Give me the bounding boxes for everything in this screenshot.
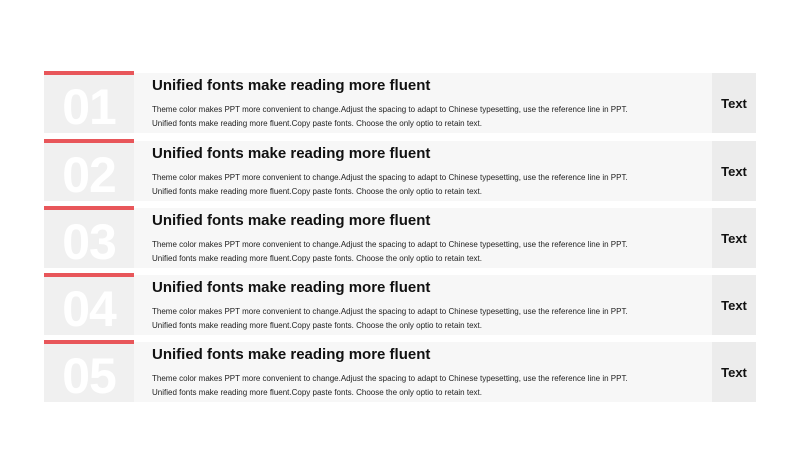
number-block <box>44 340 134 402</box>
description-line-1: Theme color makes PPT more convenient to change.Adjust the spacing to adapt to Chinese typesetting, use the reference line in PPT. <box>152 173 628 182</box>
number-block <box>44 206 134 268</box>
description-line-1: Theme color makes PPT more convenient to change.Adjust the spacing to adapt to Chinese typesetting, use the reference line in PPT. <box>152 240 628 249</box>
item-title: Unified fonts make reading more fluent <box>152 279 431 296</box>
item-tag-label: Text <box>721 95 747 111</box>
item-tag <box>712 208 756 268</box>
item-tag <box>712 275 756 335</box>
description-line-1: Theme color makes PPT more convenient to change.Adjust the spacing to adapt to Chinese typesetting, use the reference line in PPT. <box>152 307 628 316</box>
item-number: 02 <box>62 147 116 201</box>
accent-bar <box>44 71 134 75</box>
number-block <box>44 273 134 335</box>
list-item-5 <box>44 340 756 402</box>
item-content <box>134 141 712 201</box>
description-line-2: Unified fonts make reading more fluent.Copy paste fonts. Choose the only optio to retain text. <box>152 388 482 397</box>
item-description <box>152 305 708 333</box>
description-line-2: Unified fonts make reading more fluent.Copy paste fonts. Choose the only optio to retain text. <box>152 187 482 196</box>
list-item-4 <box>44 273 756 335</box>
description-line-1: Theme color makes PPT more convenient to change.Adjust the spacing to adapt to Chinese typesetting, use the reference line in PPT. <box>152 374 628 383</box>
item-tag-label: Text <box>721 163 747 179</box>
item-number: 03 <box>62 214 116 268</box>
accent-bar <box>44 273 134 277</box>
item-content <box>134 342 712 402</box>
item-content <box>134 208 712 268</box>
item-content <box>134 73 712 133</box>
item-description <box>152 238 708 266</box>
description-line-2: Unified fonts make reading more fluent.Copy paste fonts. Choose the only optio to retain text. <box>152 321 482 330</box>
item-number: 05 <box>62 348 116 402</box>
accent-bar <box>44 206 134 210</box>
number-block <box>44 71 134 133</box>
list-item-1 <box>44 71 756 133</box>
item-tag <box>712 73 756 133</box>
item-title: Unified fonts make reading more fluent <box>152 77 431 94</box>
description-line-1: Theme color makes PPT more convenient to change.Adjust the spacing to adapt to Chinese typesetting, use the reference line in PPT. <box>152 105 628 114</box>
item-description <box>152 372 708 400</box>
item-content <box>134 275 712 335</box>
item-description <box>152 103 708 131</box>
item-title: Unified fonts make reading more fluent <box>152 346 431 363</box>
number-block <box>44 139 134 201</box>
item-tag <box>712 141 756 201</box>
item-description <box>152 171 708 199</box>
description-line-2: Unified fonts make reading more fluent.Copy paste fonts. Choose the only optio to retain text. <box>152 254 482 263</box>
item-tag-label: Text <box>721 230 747 246</box>
item-number: 04 <box>62 281 116 335</box>
item-tag <box>712 342 756 402</box>
list-item-2 <box>44 139 756 201</box>
accent-bar <box>44 139 134 143</box>
description-line-2: Unified fonts make reading more fluent.Copy paste fonts. Choose the only optio to retain text. <box>152 119 482 128</box>
list-item-3 <box>44 206 756 268</box>
item-tag-label: Text <box>721 297 747 313</box>
item-title: Unified fonts make reading more fluent <box>152 145 431 162</box>
accent-bar <box>44 340 134 344</box>
item-number: 01 <box>62 79 116 133</box>
item-tag-label: Text <box>721 364 747 380</box>
item-title: Unified fonts make reading more fluent <box>152 212 431 229</box>
